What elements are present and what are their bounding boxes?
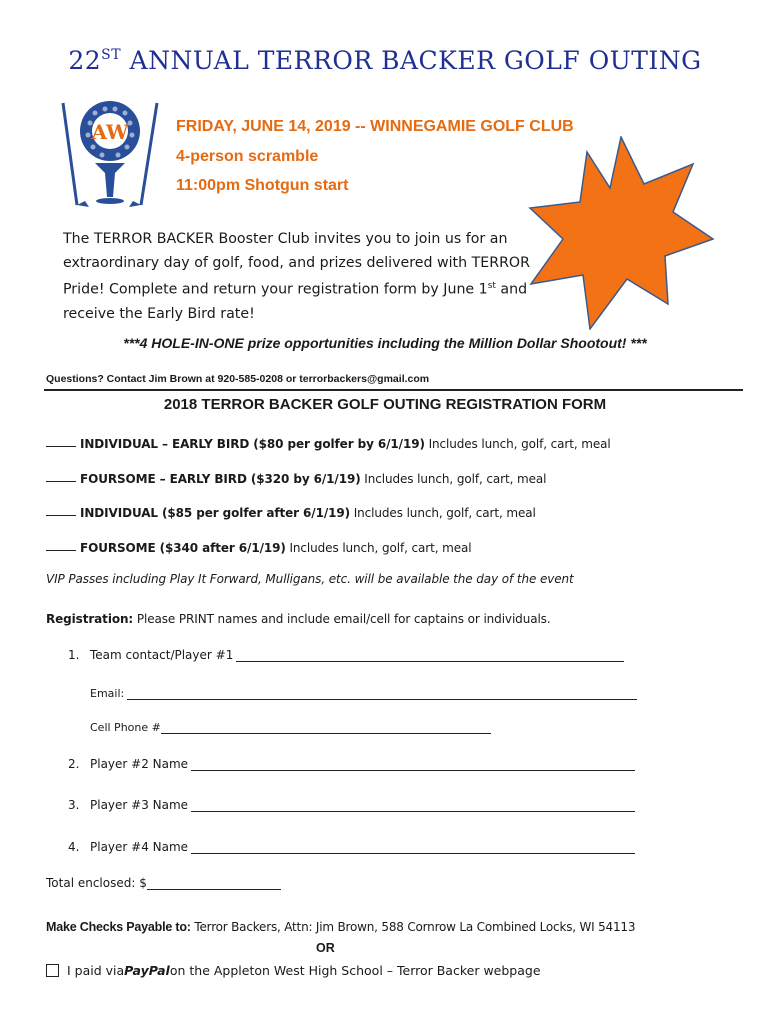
event-details [176, 116, 574, 205]
player3-label: Player #3 Name [90, 798, 189, 812]
intro-text: The TERROR BACKER Booster Club invites you to join us for an extraordinary day of golf, food, and prizes delivered with TERROR Pride! Complete and return your registration form by June 1 [63, 231, 530, 298]
total-input[interactable] [147, 876, 281, 890]
paypal-option [46, 963, 541, 978]
email-field [90, 686, 637, 700]
player1-label: Team contact/Player #1 [90, 648, 234, 662]
option-individual[interactable] [46, 503, 536, 520]
form-title: 2018 TERROR BACKER GOLF OUTING REGISTRATION FORM [163, 396, 607, 413]
option-label: INDIVIDUAL – EARLY BIRD ($80 per golfer by 6/1/19) [80, 437, 425, 451]
cell-field [90, 720, 491, 734]
option-blank[interactable] [46, 469, 76, 482]
payable-info [46, 920, 635, 934]
cell-input[interactable] [161, 720, 491, 734]
player1-input[interactable] [236, 648, 624, 662]
divider [44, 389, 743, 391]
title-text: ANNUAL TERROR BACKER GOLF OUTING [121, 46, 702, 75]
registration-label: Registration: [46, 612, 134, 626]
cell-label: Cell Phone # [90, 721, 161, 734]
title-suffix: ST [101, 47, 122, 63]
registration-instructions [46, 612, 551, 626]
event-format: 4-person scramble [176, 147, 319, 165]
player4-field [68, 840, 635, 854]
player4-label: Player #4 Name [90, 840, 189, 854]
option-foursome[interactable] [46, 538, 472, 555]
option-desc: Includes lunch, golf, cart, meal [424, 437, 611, 451]
paypal-name: PayPal [124, 963, 170, 978]
paypal-checkbox[interactable] [46, 964, 59, 977]
golf-logo-icon [55, 97, 165, 217]
player2-number: 2. [68, 757, 80, 771]
event-date-location: FRIDAY, JUNE 14, 2019 -- WINNEGAMIE GOLF CLUB [176, 118, 574, 135]
option-desc: Includes lunch, golf, cart, meal [360, 472, 547, 486]
player4-input[interactable] [191, 840, 635, 854]
star-shape [528, 136, 714, 330]
title-number: 22 [68, 46, 102, 75]
paypal-text-end: on the Appleton West High School – Terror Backer webpage [169, 963, 541, 978]
hole-in-one-banner: ***4 HOLE-IN-ONE prize opportunities including the Million Dollar Shootout! *** [123, 335, 647, 351]
option-desc: Includes lunch, golf, cart, meal [285, 541, 472, 555]
intro-text-end: and receive the Early Bird rate! [63, 281, 528, 322]
player2-field [68, 757, 635, 771]
paypal-text-start: I paid via [67, 963, 125, 978]
player3-number: 3. [68, 798, 80, 812]
player2-label: Player #2 Name [90, 757, 189, 771]
option-label: INDIVIDUAL ($85 per golfer after 6/1/19) [80, 506, 351, 520]
player3-input[interactable] [191, 798, 635, 812]
option-blank[interactable] [46, 503, 76, 516]
intro-ordinal: st [487, 281, 496, 292]
total-label: Total enclosed: $ [46, 876, 147, 890]
email-label: Email: [90, 687, 125, 700]
logo-letters: AW [91, 120, 129, 144]
player1-field [68, 648, 624, 662]
player2-input[interactable] [191, 757, 635, 771]
player1-number: 1. [68, 648, 80, 662]
total-field [46, 876, 281, 890]
option-foursome-early[interactable] [46, 469, 546, 486]
email-input[interactable] [127, 686, 637, 700]
player3-field [68, 798, 635, 812]
questions-contact: Questions? Contact Jim Brown at 920-585-0208 or terrorbackers@gmail.com [46, 373, 430, 385]
payable-address: Terror Backers, Attn: Jim Brown, 588 Cornrow La Combined Locks, WI 54113 [190, 920, 636, 934]
option-label: FOURSOME ($340 after 6/1/19) [80, 541, 286, 555]
option-desc: Includes lunch, golf, cart, meal [350, 506, 536, 520]
vip-note: VIP Passes including Play It Forward, Mulligans, etc. will be available the day of the event [46, 572, 574, 586]
player4-number: 4. [68, 840, 80, 854]
option-label: FOURSOME – EARLY BIRD ($320 by 6/1/19) [80, 472, 361, 486]
event-start: 11:00pm Shotgun start [176, 177, 349, 194]
page-title [0, 46, 770, 75]
or-separator: OR [316, 941, 335, 955]
option-blank[interactable] [46, 434, 76, 447]
payable-label: Make Checks Payable to: [46, 920, 191, 934]
option-individual-early[interactable] [46, 434, 611, 451]
option-blank[interactable] [46, 538, 76, 551]
intro-paragraph [63, 228, 533, 326]
registration-text: Please PRINT names and include email/cell for captains or individuals. [133, 612, 551, 626]
